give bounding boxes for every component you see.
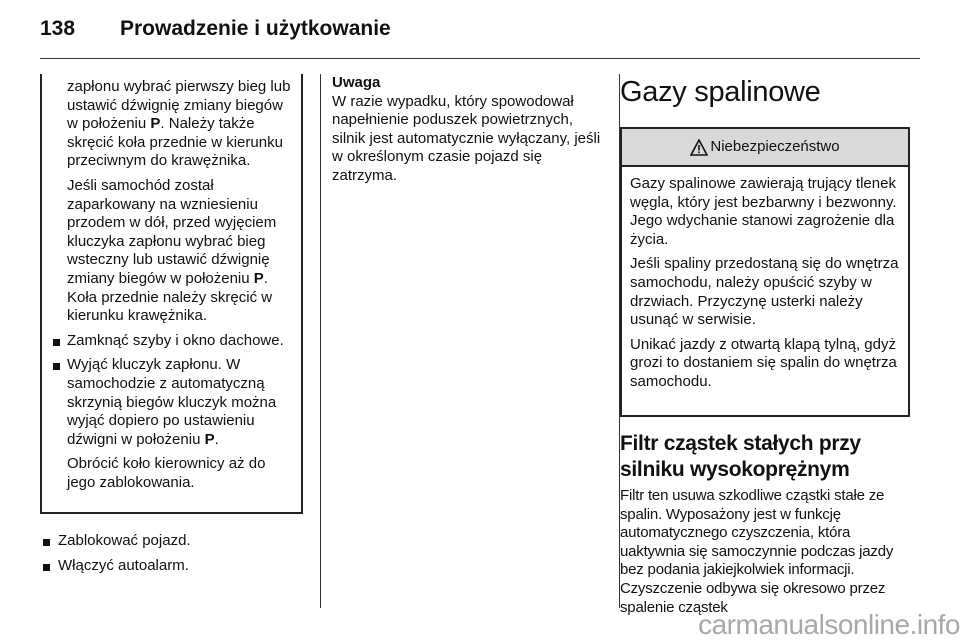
note-text: W razie wypadku, który spowodował napełnienie poduszek powietrznych, silnik jest automatycznie wyłączany, jeśli w określonym czasie pojazd się zatrzyma. (332, 92, 601, 184)
column-left (40, 74, 303, 581)
danger-header (622, 129, 908, 167)
danger-paragraph-2: Jeśli spaliny przedostaną się do wnętrza samochodu, należy opuścić szyby w drzwiach. Przyczynę usterki należy usunąć w serwisie. (630, 255, 899, 329)
page-number: 138 (40, 17, 76, 40)
subsection-text: Filtr ten usuwa szkodliwe cząstki stałe ze spalin. Wyposażony jest w funkcję automatycznego czyszczenia, która uaktywnia się samoczynnie podczas jazdy bez podania jakiejkolwiek informacji. Czyszczenie odbywa się okresowo przez spalenie cząstek (620, 487, 894, 616)
bullet-square-icon (53, 363, 60, 370)
box-bullet-2: Wyjąć kluczyk zapłonu. W samochodzie z automatyczną skrzynią biegów kluczyk można wyjąć dopiero po ustawieniu dźwigni w położeniu P. (52, 356, 291, 449)
header-divider (40, 58, 920, 59)
danger-paragraph-1: Gazy spalinowe zawierają trujący tlenek węgla, który jest bezbarwny i bezwonny. Jego wdychanie stanowi zagrożenie dla życia. (630, 175, 897, 248)
note-heading: Uwaga (332, 74, 381, 91)
continued-box (40, 74, 303, 514)
column-right (620, 74, 910, 617)
box-paragraph-2: Jeśli samochód został zaparkowany na wzniesieniu przodem w dół, przed wyjęciem kluczyka zapłonu wybrać bieg wsteczny lub ustawić dźwignię zmiany biegów w położeniu P. Koła przednie należy skręcić w kierunku krawężnika. (67, 176, 277, 325)
bullet-square-icon (43, 539, 50, 546)
page-header (40, 14, 920, 44)
column-middle (332, 74, 604, 186)
danger-paragraph-3: Unikać jazdy z otwartą klapą tylną, gdyż grozi to dostaniem się spalin do wnętrza samochodu. (630, 335, 897, 390)
danger-label: Niebezpieczeństwo (710, 137, 840, 155)
box-paragraph-3: Obrócić koło kierownicy aż do jego zablokowania. (67, 455, 266, 491)
box-bullet-1: Zamknąć szyby i okno dachowe. (52, 332, 291, 351)
list-item: Zablokować pojazd. (42, 532, 303, 551)
warning-triangle-icon (690, 139, 708, 156)
column-divider-1 (320, 74, 321, 608)
list-item: Włączyć autoalarm. (42, 557, 303, 576)
section-title: Gazy spalinowe (620, 76, 821, 108)
page-title: Prowadzenie i użytkowanie (120, 17, 391, 40)
danger-box (620, 127, 910, 417)
subsection-title: Filtr cząstek stałych przy silniku wysokoprężnym (620, 432, 861, 481)
bullet-square-icon (43, 564, 50, 571)
bullet-list (40, 532, 303, 575)
box-paragraph-1: zapłonu wybrać pierwszy bieg lub ustawić dźwignię zmiany biegów w położeniu P. Należy także skręcić koła przednie w kierunku przeciwnym do krawężnika. (67, 78, 291, 170)
bullet-square-icon (53, 339, 60, 346)
danger-body (622, 167, 908, 392)
watermark: carmanualsonline.info (698, 609, 960, 640)
